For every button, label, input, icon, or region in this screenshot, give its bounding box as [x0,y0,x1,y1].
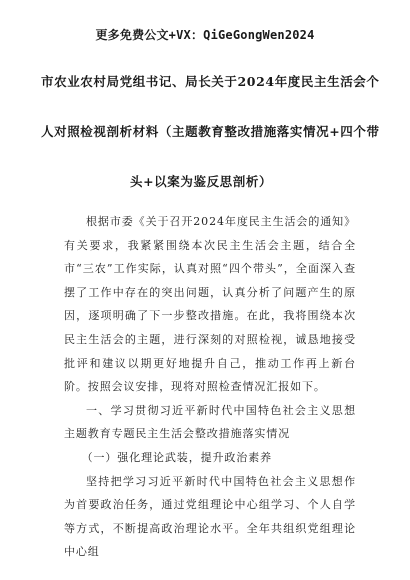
promo-header: 更多免费公文+VX：QiGeGongWen2024 [95,28,315,42]
sub-heading: （一）强化理论武装，提升政治素养 [81,450,272,464]
section-heading: 一、学习贯彻习近平新时代中国特色社会主义思想主题教育专题民主生活会整改措施落实情况 [64,403,356,441]
document-title-line-2: 人对照检视剖析材料（主题教育整改措施落实情况+四个带 [41,124,380,139]
intro-paragraph: 根据市委《关于召开2024年度民主生活会的通知》有关要求，我紧紧围绕本次民主生活会主题，结合全市“三农”工作实际，认真对照“四个带头”，全面深入查摆了工作中存在的突出问题，认真分析了问题产生的原因，逐项明确了下一步整改措施。在此，我将围绕本次民主生活会的主题，进行深刻的对照检视，诚恳地接受批评和建议以期更好地提升自己，推动工作再上新台阶。按照会议安排，现将对照检查情况汇报如下。 [64,215,356,394]
document-title-line-3: 头+以案为鉴反思剖析） [130,174,273,189]
body-paragraph: 坚持把学习习近平新时代中国特色社会主义思想作为首要政治任务，通过党组理论中心组学习、个人自学等方式，不断提高政治理论水平。全年共组织党组理论中心组 [64,474,356,559]
document-body [64,210,356,564]
document-title-line-1: 市农业农村局党组书记、局长关于2024年度民主生活会个 [41,74,380,89]
